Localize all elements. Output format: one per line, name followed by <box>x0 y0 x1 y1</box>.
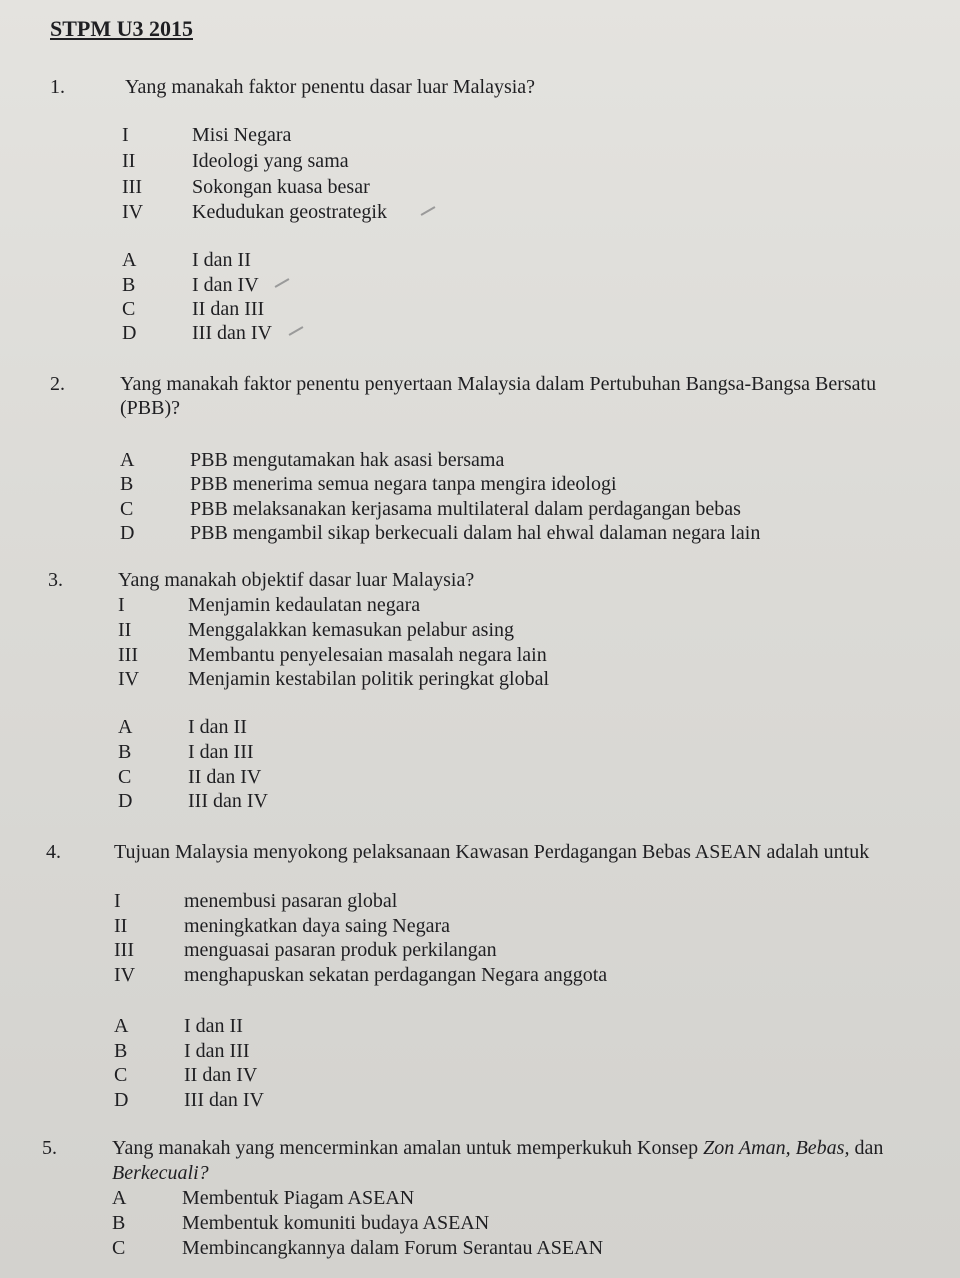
pencil-mark <box>275 278 290 288</box>
exam-page: STPM U3 2015 1. Yang manakah faktor penentu dasar luar Malaysia? I Misi Negara II Ideologi yang sama III Sokongan kuasa besar IV Kedudukan geostrategik A I dan II B I dan IV C II dan III D III dan IV 2. Yang manakah faktor penentu penyertaan Malaysia dalam Pertubuhan Bangsa-Bangsa Bersatu (PBB)? A PBB mengutamakan hak asasi bersama B PBB menerima semua negara tanpa mengira ideologi C PBB melaksanakan kerjasama multilateral dalam perdagangan bebas D PBB mengambil sikap berkecuali dalam hal ehwal dalaman negara lain 3. Yang manakah objektif dasar luar Malaysia? I Menjamin kedaulatan negara II Menggalakkan kemasukan pelabur asing III Membantu penyelesaian masalah negara lain IV Menjamin kestabilan politik peringkat global A I dan II B I dan III C II dan IV D III dan IV 4. Tujuan Malaysia menyokong pelaksanaan Kawasan Perdagangan Bebas ASEAN adalah untuk I menembusi pasaran global II meningkatkan daya saing Negara III menguasai pasaran produk perkilangan IV menghapuskan sekatan perdagangan Negara anggota A I dan II B I dan III C II dan IV D III dan IV 5. Yang manakah yang mencerminkan amalan untuk memperkukuh Konsep Zon Aman, Bebas, dan Berkecuali? A Membentuk Piagam ASEAN B Membentuk komuniti budaya ASEAN C Membincangkannya dalam Forum Serantau ASEAN <box>0 0 960 1278</box>
question-text-cont: Berkecuali? <box>112 1162 209 1184</box>
question-text: Yang manakah objektif dasar luar Malaysia? <box>118 569 475 591</box>
question-number: 2. <box>50 373 65 395</box>
question-number: 1. <box>50 76 65 98</box>
question-text: Tujuan Malaysia menyokong pelaksanaan Kawasan Perdagangan Bebas ASEAN adalah untuk <box>114 841 870 863</box>
question-number: 4. <box>46 841 61 863</box>
question-4 <box>46 840 946 864</box>
question-5 <box>42 1136 942 1184</box>
question-number: 3. <box>48 569 63 591</box>
question-text: Yang manakah faktor penentu dasar luar Malaysia? <box>125 76 536 98</box>
question-text: Yang manakah yang mencerminkan amalan untuk memperkukuh Konsep Zon Aman, Bebas, dan <box>112 1137 884 1159</box>
question-2 <box>50 372 950 420</box>
page-title: STPM U3 2015 <box>50 16 193 41</box>
question-1 <box>50 75 930 99</box>
pencil-mark <box>289 326 304 336</box>
question-3 <box>48 568 928 592</box>
question-text: Yang manakah faktor penentu penyertaan Malaysia dalam Pertubuhan Bangsa-Bangsa Bersatu <box>120 373 877 395</box>
question-number: 5. <box>42 1137 57 1159</box>
question-text-cont: (PBB)? <box>120 397 180 419</box>
pencil-mark <box>421 206 436 216</box>
